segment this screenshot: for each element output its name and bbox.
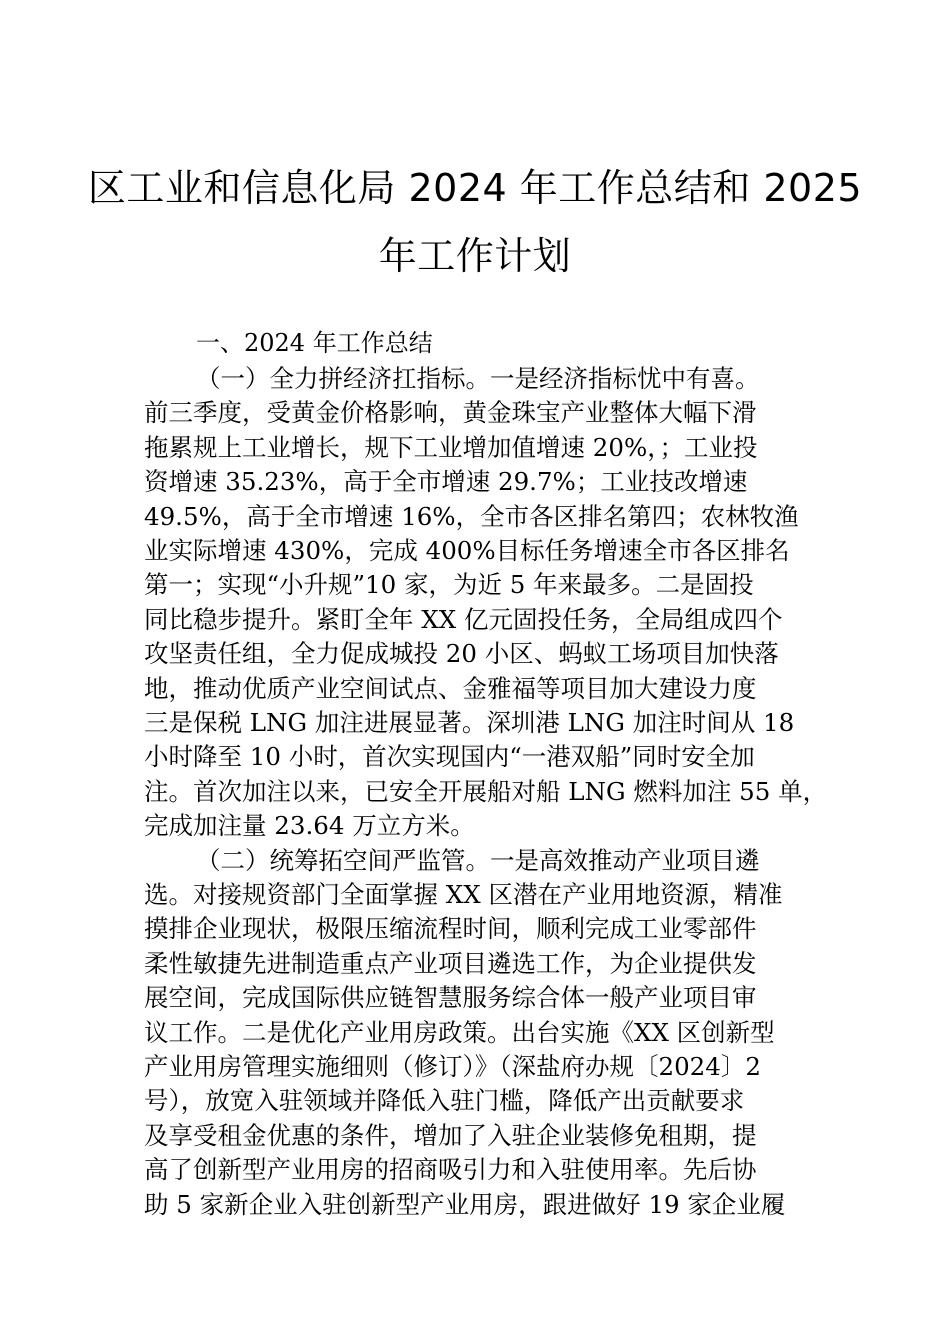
paragraph-1-line: 业实际增速 430%，完成 400%目标任务增速全市各区排名 [144, 536, 790, 565]
section-heading: 一、2024 年工作总结 [196, 329, 433, 357]
paragraph-2-line: 展空间，完成国际供应链智慧服务综合体一般产业项目审 [144, 983, 757, 1013]
document-title-line-2: 年工作计划 [378, 234, 572, 278]
paragraph-2-line: 助 5 家新企业入驻创新型产业用房，跟进做好 19 家企业履 [144, 1189, 786, 1219]
paragraph-1-line: 三是保税 LNG 加注进展显著。深圳港 LNG 加注时间从 18 [144, 708, 795, 737]
paragraph-1-line: 攻坚责任组，全力促成城投 20 小区、蚂蚁工场项目加快落 [144, 639, 779, 669]
paragraph-1-line: 完成加注量 23.64 万立方米。 [144, 811, 475, 841]
paragraph-1-line: 拖累规上工业增长，规下工业增加值增速 20%，；工业投 [144, 432, 758, 462]
paragraph-2-line: 柔性敏捷先进制造重点产业项目遴选工作，为企业提供发 [144, 948, 757, 978]
paragraph-1-line: 小时降至 10 小时，首次实现国内“一港双船”同时安全加 [144, 742, 755, 772]
paragraph-2-line: 及享受租金优惠的条件，增加了入驻企业装修免租期，提 [144, 1120, 757, 1150]
paragraph-2-line: 高了创新型产业用房的招商吸引力和入驻使用率。先后协 [144, 1155, 757, 1185]
paragraph-2-line: （二）统筹拓空间严监管。一是高效推动产业项目遴 [196, 845, 760, 875]
paragraph-1-line: 第一；实现“小升规”10 家，为近 5 年来最多。二是固投 [144, 570, 754, 600]
paragraph-2-line: 选。对接规资部门全面掌握 XX 区潜在产业用地资源，精准 [144, 880, 783, 909]
paragraph-1-line: 注。首次加注以来，已安全开展船对船 LNG 燃料加注 55 单， [144, 776, 828, 806]
paragraph-1-line: 资增速 35.23%，高于全市增速 29.7%；工业技改增速 [144, 467, 748, 497]
paragraph-1-line: 前三季度，受黄金价格影响，黄金珠宝产业整体大幅下滑 [144, 398, 757, 428]
paragraph-2-line: 号），放宽入驻领域并降低入驻门槛，降低产出贡献要求 [144, 1086, 745, 1116]
paragraph-1-line: 同比稳步提升。紧盯全年 XX 亿元固投任务，全局组成四个 [144, 604, 783, 634]
paragraph-1-line: 49.5%，高于全市增速 16%，全市各区排名第四；农林牧渔 [144, 501, 799, 531]
paragraph-2-line: 议工作。二是优化产业用房政策。出台实施《XX 区创新型 [144, 1017, 775, 1047]
document-title-line-1: 区工业和信息化局 2024 年工作总结和 2025 [87, 166, 863, 210]
paragraph-2-line: 产业用房管理实施细则（修订）》（深盐府办规〔2024〕2 [144, 1052, 761, 1081]
paragraph-1-line: （一）全力拼经济扛指标。一是经济指标忧中有喜。 [196, 364, 760, 393]
paragraph-2-line: 摸排企业现状，极限压缩流程时间，顺利完成工业零部件 [144, 914, 757, 944]
paragraph-1-line: 地，推动优质产业空间试点、金雅福等项目加大建设力度 [144, 673, 757, 703]
